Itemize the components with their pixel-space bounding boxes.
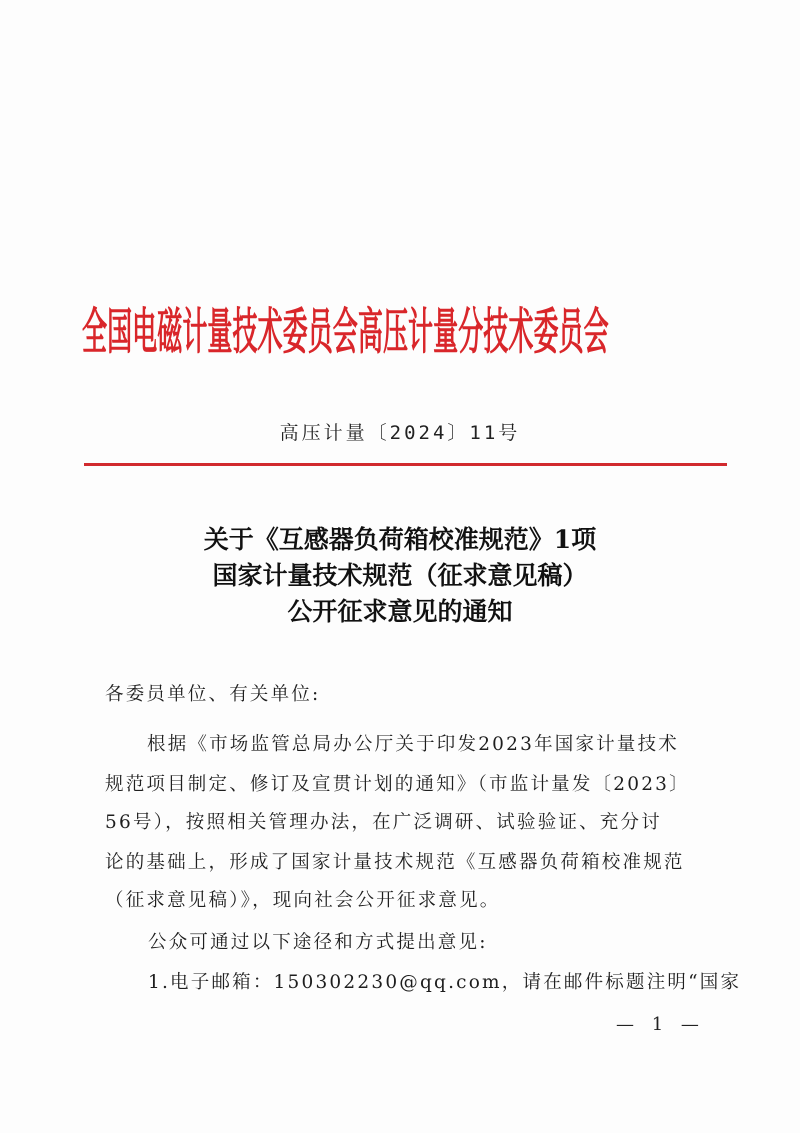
body-line-7-email: 1.电子邮箱：150302230@qq.com，请在邮件标题注明“国家 [148, 972, 742, 993]
issuing-organization-name: 全国电磁计量技术委员会高压计量分技术委员会 [82, 303, 609, 361]
document-number: 高压计量〔2024〕11号 [279, 422, 521, 444]
red-separator-rule [84, 463, 727, 466]
body-line-5: （征求意见稿）》，现向社会公开征求意见。 [105, 890, 501, 911]
title-line-1: 关于《互感器负荷箱校准规范》1项 [203, 525, 597, 554]
issuing-organization-header [82, 303, 712, 362]
body-line-1: 根据《市场监管总局办公厅关于印发2023年国家计量技术 [147, 734, 679, 755]
page-number: — 1 — [616, 1014, 705, 1035]
salutation: 各委员单位、有关单位: [105, 684, 321, 705]
body-line-6: 公众可通过以下途径和方式提出意见: [148, 932, 488, 953]
body-line-3: 56号），按照相关管理办法，在广泛调研、试验验证、充分讨 [105, 812, 662, 833]
title-line-2: 国家计量技术规范（征求意见稿） [212, 561, 588, 590]
document-title [0, 522, 800, 630]
body-line-4: 论的基础上，形成了国家计量技术规范《互感器负荷箱校准规范 [105, 852, 685, 873]
title-line-3: 公开征求意见的通知 [287, 597, 513, 626]
body-line-2: 规范项目制定、修订及宣贯计划的通知》（市监计量发〔2023〕 [105, 774, 690, 795]
